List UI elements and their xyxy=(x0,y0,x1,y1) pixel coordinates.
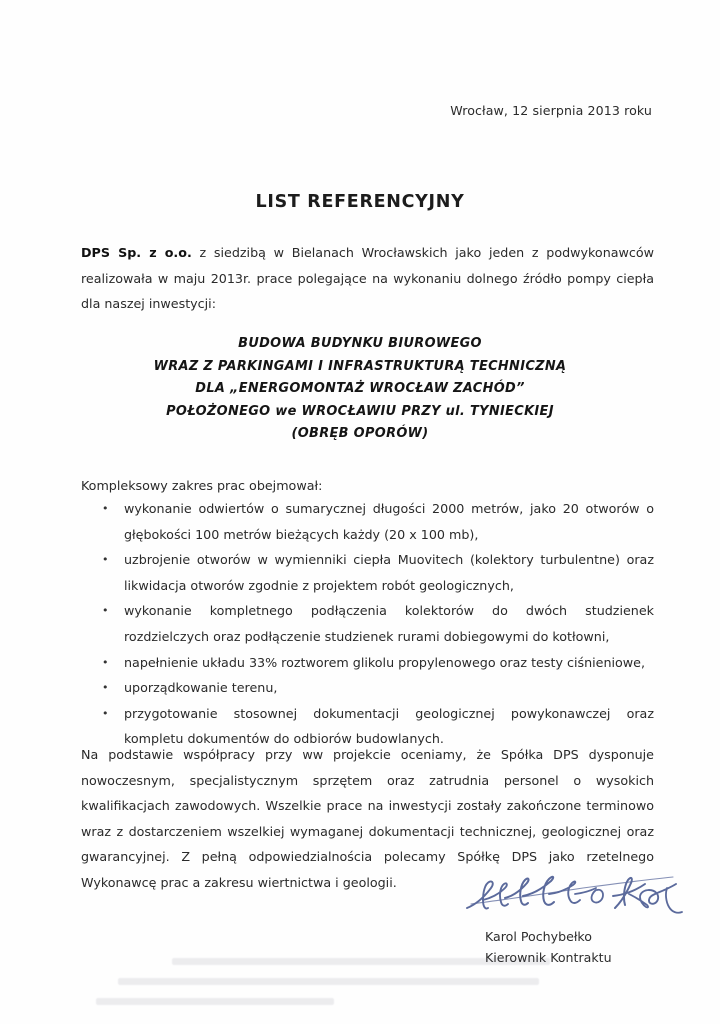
list-item xyxy=(81,598,654,649)
list-item xyxy=(81,675,654,701)
closing-paragraph-block xyxy=(81,742,654,896)
closing-paragraph: Na podstawie współpracy przy ww projekcie oceniamy, że Spółka DPS dysponuje nowoczesnym, specjalistycznym sprzętem oraz zatrudnia personel o wysokich kwalifikacjach zawodowych. Wszelkie prace na inwestycji zostały zakończone terminowo wraz z dostarczeniem wszelkiej wymaganej dokumentacji technicznej, geologicznej oraz gwarancyjnej. Z pełną odpowiedzialnościa polecamy Spółkę DPS jako rzetelnego Wykonawcę prac a zakresu wiertnictwa i geologii. xyxy=(81,747,654,890)
project-line-3: DLA „ENERGOMONTAŻ WROCŁAW ZACHÓD” xyxy=(195,381,525,397)
list-item-label: uporządkowanie terenu, xyxy=(124,680,278,696)
bullet-icon: • xyxy=(102,604,109,618)
project-line-4: POŁOŻONEGO we WROCŁAWIU PRZY ul. TYNIECKIEJ xyxy=(166,403,554,419)
intro-paragraph xyxy=(81,240,654,317)
list-item-label: wykonanie kompletnego podłączenia kolektorów do dwóch studzienek rozdzielczych oraz podłączenie studzienek rurami dobiegowymi do kotłowni, xyxy=(124,603,654,644)
page-title: LIST REFERENCYJNY xyxy=(255,192,465,212)
bullet-icon: • xyxy=(102,553,109,567)
project-line-5: (OBRĘB OPORÓW) xyxy=(291,426,429,442)
list-item-label: wykonanie odwiertów o sumarycznej długości 2000 metrów, jako 20 otworów o głębokości 100 metrów bieżących każdy (20 x 100 mb), xyxy=(124,501,654,542)
list-item-label: przygotowanie stosownej dokumentacji geologicznej powykonawczej oraz kompletu dokumentów do odbiorów budowlanych. xyxy=(124,705,654,747)
date-line: Wrocław, 12 sierpnia 2013 roku xyxy=(450,103,652,118)
company-name-bold: DPS Sp. z o.o. xyxy=(81,245,192,260)
list-item-label: napełnienie układu 33% roztworem glikolu propylenowego oraz testy ciśnieniowe, xyxy=(124,654,646,670)
scope-lead-in-block xyxy=(81,473,654,499)
intro-paragraph-block xyxy=(81,240,654,317)
list-item xyxy=(81,547,654,598)
project-title-block xyxy=(0,333,720,446)
list-item xyxy=(81,496,654,547)
intro-paragraph-text: z siedzibą w Bielanach Wrocławskich jako jeden z podwykonawców realizowała w maju 2013r. prace polegające na wykonaniu dolnego źródło pompy ciepła dla naszej inwestycji: xyxy=(81,245,655,312)
scope-list xyxy=(81,496,654,752)
bullet-icon: • xyxy=(102,502,109,515)
bullet-icon: • xyxy=(102,655,109,669)
bullet-icon: • xyxy=(102,706,109,720)
project-line-1: BUDOWA BUDYNKU BIUROWEGO xyxy=(238,336,482,351)
project-line-2: WRAZ Z PARKINGAMI I INFRASTRUKTURĄ TECHNICZNĄ xyxy=(153,358,567,374)
scope-lead-in: Kompleksowy zakres prac obejmował: xyxy=(81,478,323,493)
signature-names xyxy=(485,926,695,968)
signatory-role: Kierownik Kontraktu xyxy=(485,950,612,965)
bullet-icon: • xyxy=(102,681,109,695)
list-item-label: uzbrojenie otworów w wymienniki ciepła Muovitech (kolektory turbulentne) oraz likwidacja otworów zgodnie z projektem robót geologicznych, xyxy=(124,552,654,593)
signatory-name: Karol Pochybełko xyxy=(485,929,592,944)
list-item xyxy=(81,650,654,676)
